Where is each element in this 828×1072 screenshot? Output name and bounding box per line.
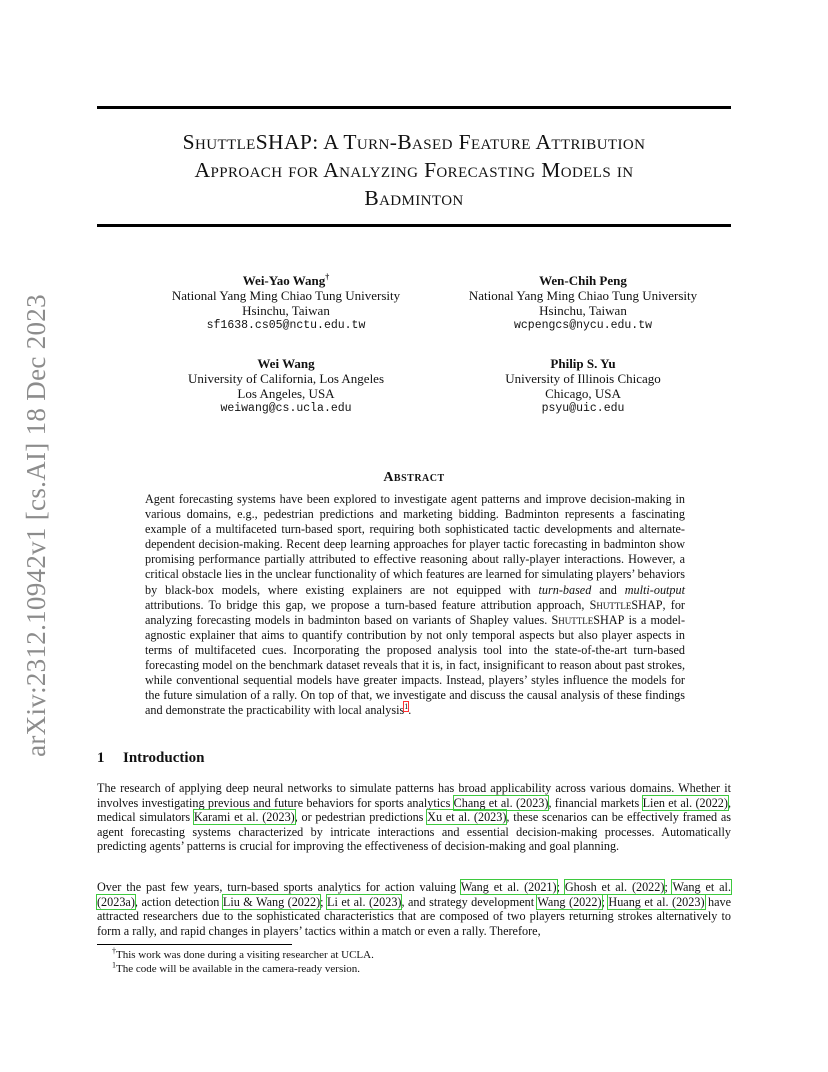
- footnote-mark: †: [112, 946, 116, 956]
- citation-link[interactable]: Karami et al. (2023): [193, 810, 295, 825]
- footnote: [112, 960, 361, 976]
- author-location: Chicago, USA: [545, 386, 621, 401]
- author-affiliation: University of California, Los Angeles: [187, 371, 385, 386]
- method-name: ShuttleSHAP: [551, 612, 625, 627]
- intro-paragraph-1: The research of applying deep neural networks to simulate patterns has broad applicability across various domains. Whether it involves investigating previous and future behaviors for sports analytics Chang et al. (2023), financial markets Lien et al. (2022), medical simulators Karami et al. (2023), or pedestrian predictions Xu et al. (2023), these scenarios can be effectively framed as agent forecasting systems characterized by intricate interactions and essential decision-making processes. Automatically predicting agents’ patterns is crucial for improving the effectiveness of decision-making and goal planning.: [97, 781, 732, 854]
- footnote: [112, 946, 374, 962]
- section-heading: [97, 750, 204, 767]
- author-email[interactable]: psyu@uic.edu: [541, 402, 625, 415]
- footnote-text: The code will be available in the camera-ready version.: [116, 963, 361, 975]
- author-name: Wei Wang: [257, 356, 315, 371]
- author-email[interactable]: weiwang@cs.ucla.edu: [220, 402, 352, 415]
- author-name: Philip S. Yu: [550, 356, 616, 371]
- arxiv-id-text: arXiv:2312.10942v1 [cs.AI] 18 Dec 2023: [20, 293, 51, 757]
- author-location: Los Angeles, USA: [237, 386, 335, 401]
- citation-link[interactable]: Chang et al. (2023): [453, 795, 549, 810]
- author-footnote-mark: †: [325, 272, 330, 282]
- citation-link[interactable]: Wang et al. (2023a): [97, 880, 731, 909]
- abstract-heading: Abstract: [383, 470, 445, 485]
- citation-link[interactable]: Ghosh et al. (2022): [564, 880, 665, 894]
- paper-title: [97, 128, 731, 212]
- citation-link[interactable]: Wang (2022): [537, 894, 602, 909]
- footnote-link[interactable]: 1: [404, 702, 409, 712]
- title-line-3: Badminton: [364, 186, 464, 210]
- section-title: Introduction: [123, 750, 205, 766]
- author-affiliation: National Yang Ming Chiao Tung University: [171, 288, 401, 303]
- author-name: Wei-Yao Wang†: [242, 272, 330, 288]
- author-location: Hsinchu, Taiwan: [539, 303, 627, 318]
- abstract-body: Agent forecasting systems have been explored to investigate agent patterns and improve decision-making in various domains, e.g., pedestrian predictions and marketing bidding. Badminton represents a fascinating example of a multifaceted turn-based sport, requiring both sophisticated tactic developments and alternate-dependent decision-making. Recent deep learning approaches for player tactic forecasting in badminton show promising performance partially attributed to effective reasoning about rally-player interactions. However, a critical obstacle lies in the unclear functionality of which features are learned for simulating players’ behaviors by black-box models, where existing explainers are not equipped with turn-based and multi-output attributions. To bridge this gap, we propose a turn-based feature attribution approach, ShuttleSHAP, for analyzing forecasting models in badminton based on variants of Shapley values. ShuttleSHAP is a model-agnostic explainer that aims to quantify contribution by not only temporal aspects but also player aspects in terms of multifaceted cues. Incorporating the proposed analysis tool into the state-of-the-art turn-based forecasting model on the benchmark dataset reveals that it is, in fact, insignificant to reason about past strokes, while conventional sequential models have greater impacts. Instead, players’ styles influence the models for the future simulation of a rally. On top of that, we investigate and discuss the causal analysis of these findings and demonstrate the practicability with local analysis$^1$.: [145, 492, 685, 718]
- author-email[interactable]: wcpengcs@nycu.edu.tw: [513, 319, 653, 332]
- title-top-rule: [97, 106, 731, 109]
- title-line-2: Approach for Analyzing Forecasting Models in: [194, 158, 634, 182]
- citation-link[interactable]: Liu & Wang (2022): [222, 894, 321, 909]
- citation-link[interactable]: Xu et al. (2023): [427, 810, 507, 825]
- footnote-mark: 1: [112, 960, 116, 970]
- author-affiliation: University of Illinois Chicago: [505, 371, 661, 386]
- title-bottom-rule: [97, 224, 731, 227]
- author-name: Wen-Chih Peng: [539, 273, 627, 288]
- citation-link[interactable]: Wang et al. (2021): [460, 880, 557, 894]
- footnote-text: This work was done during a visiting researcher at UCLA.: [116, 949, 374, 961]
- author-block: [131, 273, 441, 333]
- author-block: [428, 356, 738, 416]
- author-block: [131, 356, 441, 416]
- citation-link[interactable]: Huang et al. (2023): [608, 894, 705, 909]
- citation-link[interactable]: Lien et al. (2022): [642, 795, 728, 810]
- footnote-rule: [97, 944, 292, 945]
- author-block: [428, 273, 738, 333]
- title-line-1: ShuttleSHAP: A Turn-Based Feature Attribution: [182, 130, 646, 154]
- arxiv-sidebar-stamp: [14, 290, 58, 760]
- intro-paragraph-2: Over the past few years, turn-based sports analytics for action valuing Wang et al. (2021); Ghosh et al. (2022); Wang et al. (2023a), action detection Liu & Wang (2022); Li et al. (2023), and strategy development Wang (2022); Huang et al. (2023) have attracted researchers due to the sophisticated characteristics that are composed of two players returning strokes alternatively to form a rally, and rapid changes in players’ tactics within a match or even a rally. Therefore,: [97, 880, 732, 938]
- author-email[interactable]: sf1638.cs05@nctu.edu.tw: [206, 319, 366, 332]
- method-name: ShuttleSHAP: [589, 597, 663, 612]
- author-location: Hsinchu, Taiwan: [242, 303, 330, 318]
- author-affiliation: National Yang Ming Chiao Tung University: [468, 288, 698, 303]
- citation-link[interactable]: Li et al. (2023): [327, 894, 402, 909]
- section-number: 1: [97, 750, 105, 766]
